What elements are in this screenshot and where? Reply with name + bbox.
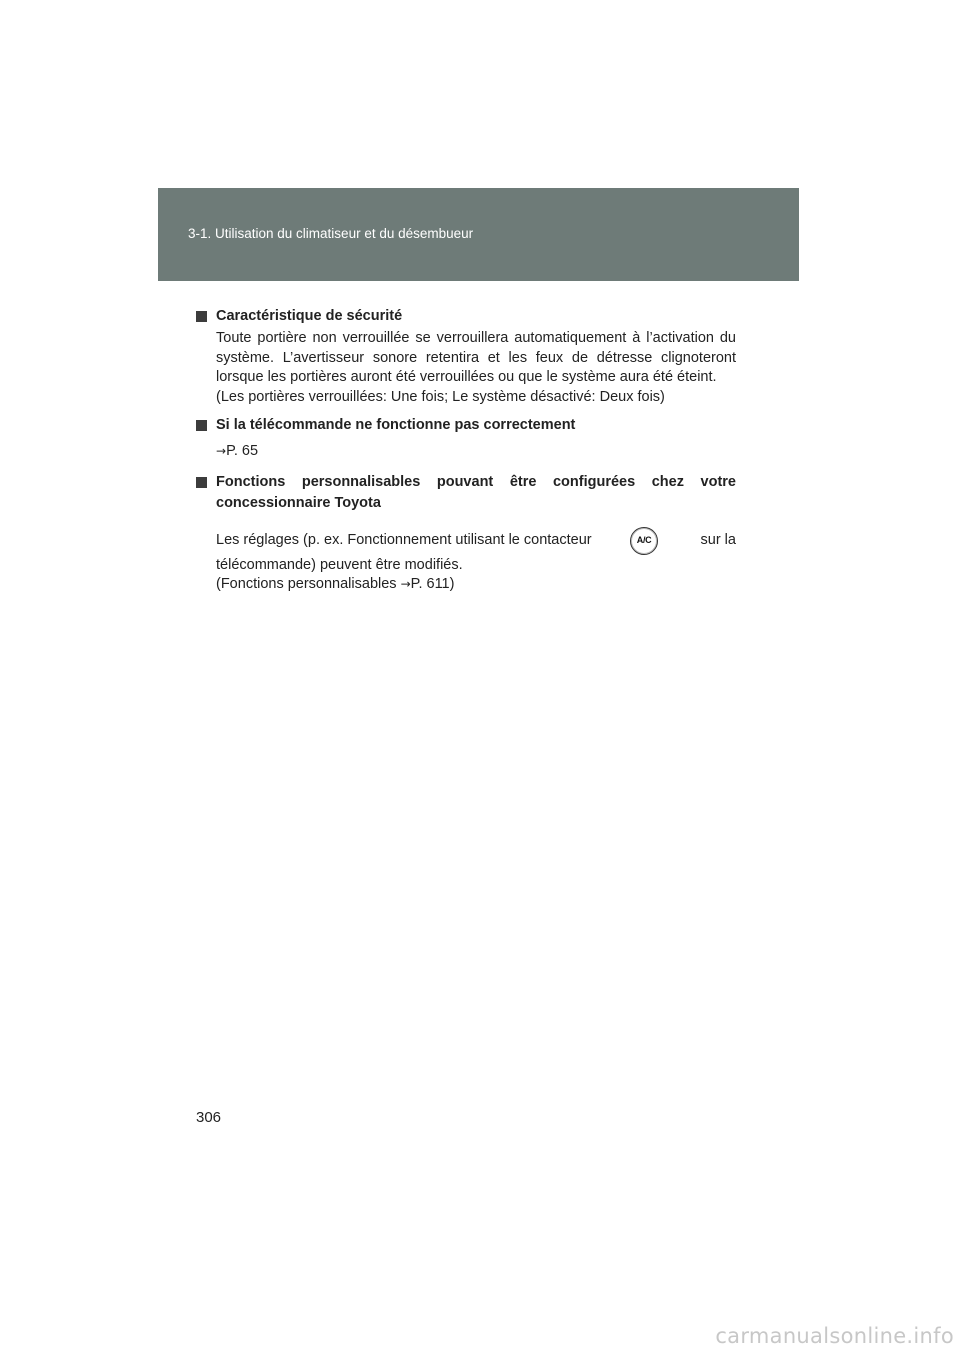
page-content	[196, 306, 736, 595]
section-body	[196, 329, 736, 407]
section-heading-text: Caractéristique de sécurité	[216, 308, 403, 324]
section-safety-feature	[196, 306, 736, 407]
ac-switch-line	[216, 526, 736, 556]
page-reference	[216, 442, 736, 462]
square-bullet-icon	[196, 477, 207, 488]
section-body	[196, 442, 736, 462]
page-reference	[216, 575, 736, 595]
page-number: 306	[196, 1109, 222, 1126]
body-text: (Fonctions personnalisables	[216, 576, 401, 592]
body-paragraph: (Les portières verrouillées: Une fois; Le système désactivé: Deux fois)	[216, 388, 665, 405]
page-reference-text: P. 65	[226, 443, 259, 459]
section-heading	[196, 415, 736, 436]
body-paragraph: Toute portière non verrouillée se verrouillera automatiquement à l’activation du système. L’avertisseur sonore retentira et les feux de détresse clignoteront lorsque les portières auront été verrouillées ou que le système aura été éteint.	[216, 330, 736, 385]
page-reference-text: P. 611)	[410, 576, 455, 592]
square-bullet-icon	[196, 420, 207, 431]
arrow-right-icon: →	[216, 444, 227, 458]
section-body	[196, 526, 736, 595]
section-custom-functions	[196, 472, 736, 595]
body-paragraph: télécommande) peuvent être modifiés.	[216, 556, 463, 573]
section-remote-malfunction	[196, 415, 736, 462]
section-heading	[196, 306, 736, 327]
section-heading-text: Fonctions personnalisables pouvant être configurées chez votre concessionnaire Toyota	[216, 473, 736, 511]
section-heading	[196, 472, 736, 514]
chapter-header-band	[158, 188, 799, 281]
body-text: sur la	[700, 531, 736, 548]
chapter-title: 3-1. Utilisation du climatiseur et du désembueur	[188, 226, 474, 241]
arrow-right-icon: →	[400, 577, 411, 591]
square-bullet-icon	[196, 311, 207, 322]
ac-button-icon: A/C	[630, 527, 658, 555]
watermark: carmanualsonline.info	[715, 1324, 954, 1348]
section-heading-text: Si la télécommande ne fonctionne pas correctement	[216, 417, 576, 433]
body-text: Les réglages (p. ex. Fonctionnement utilisant le contacteur	[216, 531, 592, 548]
